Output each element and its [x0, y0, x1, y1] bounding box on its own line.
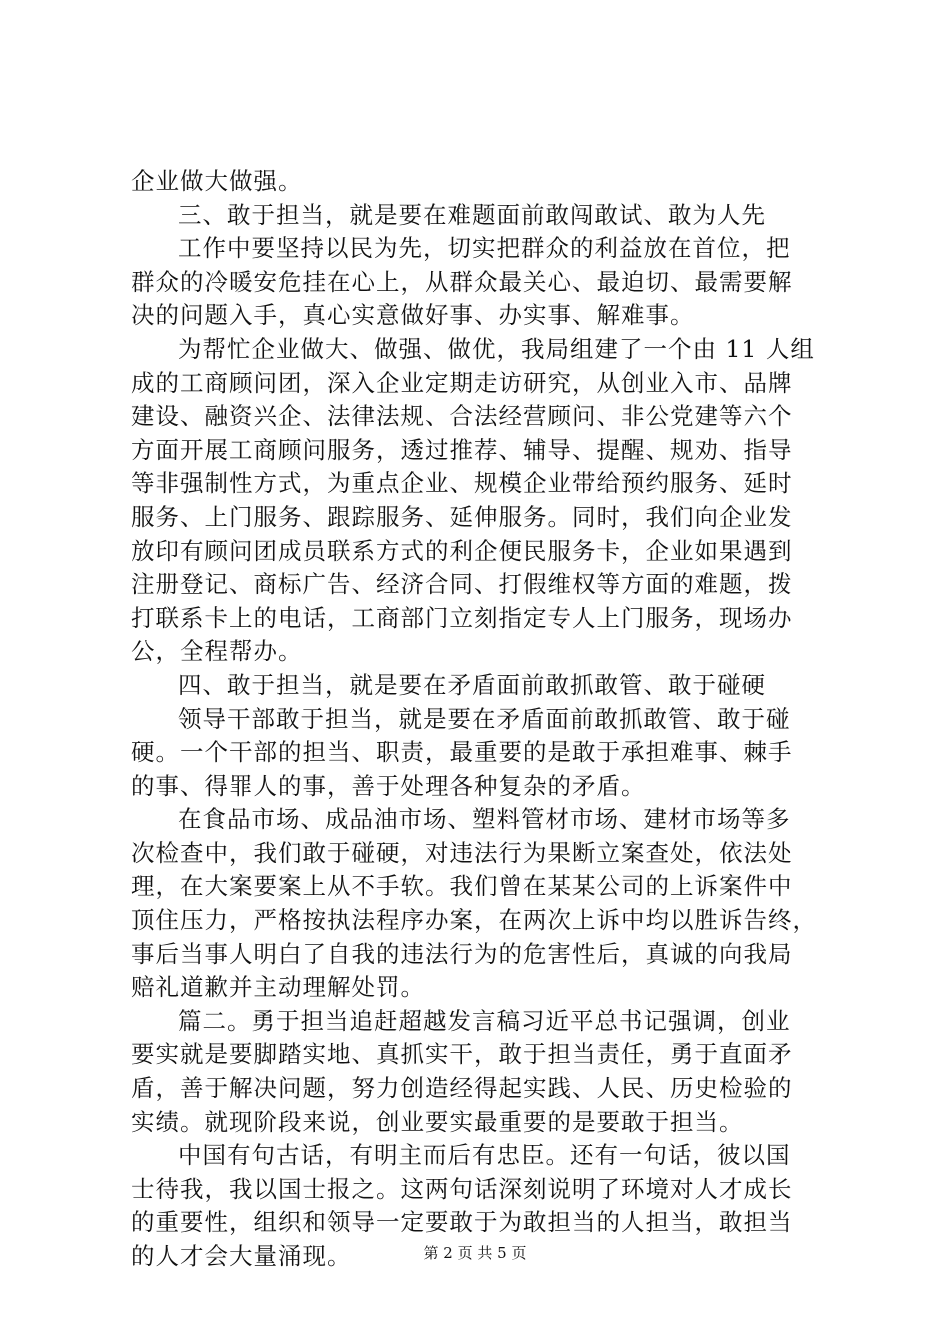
text-line: 在食品市场、成品油市场、塑料管材市场、建材市场等多: [178, 805, 791, 834]
text-line: 硬。一个干部的担当、职责，最重要的是敢于承担难事、棘手: [131, 738, 793, 767]
text-line: 理，在大案要案上从不手软。我们曾在某某公司的上诉案件中: [131, 872, 793, 901]
text-line: 次检查中，我们敢于碰硬，对违法行为果断立案查处，依法处: [131, 838, 793, 867]
text-line: 建设、融资兴企、法律法规、合法经营顾问、非公党建等六个: [131, 402, 793, 431]
text-line: 的事、得罪人的事，善于处理各种复杂的矛盾。: [131, 771, 646, 800]
text-line: 服务、上门服务、跟踪服务、延伸服务。同时，我们向企业发: [131, 502, 793, 531]
text-line: 三、敢于担当，就是要在难题面前敢闯敢试、敢为人先: [178, 200, 766, 229]
text-line: 为帮忙企业做大、做强、做优，我局组建了一个由 11 人组: [178, 334, 815, 363]
text-line: 赔礼道歉并主动理解处罚。: [131, 973, 425, 1002]
page-footer: 第 2 页 共 5 页: [423, 1244, 527, 1262]
text-line: 领导干部敢于担当，就是要在矛盾面前敢抓敢管、敢于碰: [178, 704, 791, 733]
text-line: 的人才会大量涌现。: [131, 1242, 352, 1270]
text-line: 放印有顾问团成员联系方式的利企便民服务卡，企业如果遇到: [131, 536, 793, 565]
text-line: 等非强制性方式，为重点企业、规模企业带给预约服务、延时: [131, 469, 793, 498]
text-line: 盾，善于解决问题，努力创造经得起实践、人民、历史检验的: [131, 1074, 793, 1103]
text-line: 企业做大做强。: [131, 167, 303, 195]
text-line: 决的问题入手，真心实意做好事、办实事、解难事。: [131, 301, 695, 330]
text-line: 顶住压力，严格按执法程序办案，在两次上诉中均以胜诉告终，: [131, 906, 817, 935]
text-line: 四、敢于担当，就是要在矛盾面前敢抓敢管、敢于碰硬: [178, 670, 766, 699]
text-line: 事后当事人明白了自我的违法行为的危害性后，真诚的向我局: [131, 939, 793, 968]
text-line: 的重要性，组织和领导一定要敢于为敢担当的人担当，敢担当: [131, 1208, 793, 1237]
text-line: 实绩。就现阶段来说，创业要实最重要的是要敢于担当。: [131, 1107, 744, 1136]
text-line: 要实就是要脚踏实地、真抓实干，敢于担当责任，勇于直面矛: [131, 1040, 793, 1069]
text-line: 方面开展工商顾问服务，透过推荐、辅导、提醒、规劝、指导: [131, 435, 793, 464]
text-line: 群众的冷暖安危挂在心上，从群众最关心、最迫切、最需要解: [131, 267, 793, 296]
text-line: 注册登记、商标广告、经济合同、打假维权等方面的难题，拨: [131, 570, 793, 599]
text-line: 工作中要坚持以民为先，切实把群众的利益放在首位，把: [178, 234, 791, 263]
text-line: 公，全程帮办。: [131, 637, 303, 666]
text-line: 成的工商顾问团，深入企业定期走访研究，从创业入市、品牌: [131, 368, 793, 397]
text-line: 中国有句古话，有明主而后有忠臣。还有一句话，彼以国: [178, 1141, 791, 1170]
document-body: [131, 165, 831, 1274]
text-line: 打联系卡上的电话，工商部门立刻指定专人上门服务，现场办: [131, 603, 793, 632]
text-line: 篇二。勇于担当追赶超越发言稿习近平总书记强调，创业: [178, 1006, 791, 1035]
text-line: 士待我，我以国士报之。这两句话深刻说明了环境对人才成长: [131, 1174, 793, 1203]
